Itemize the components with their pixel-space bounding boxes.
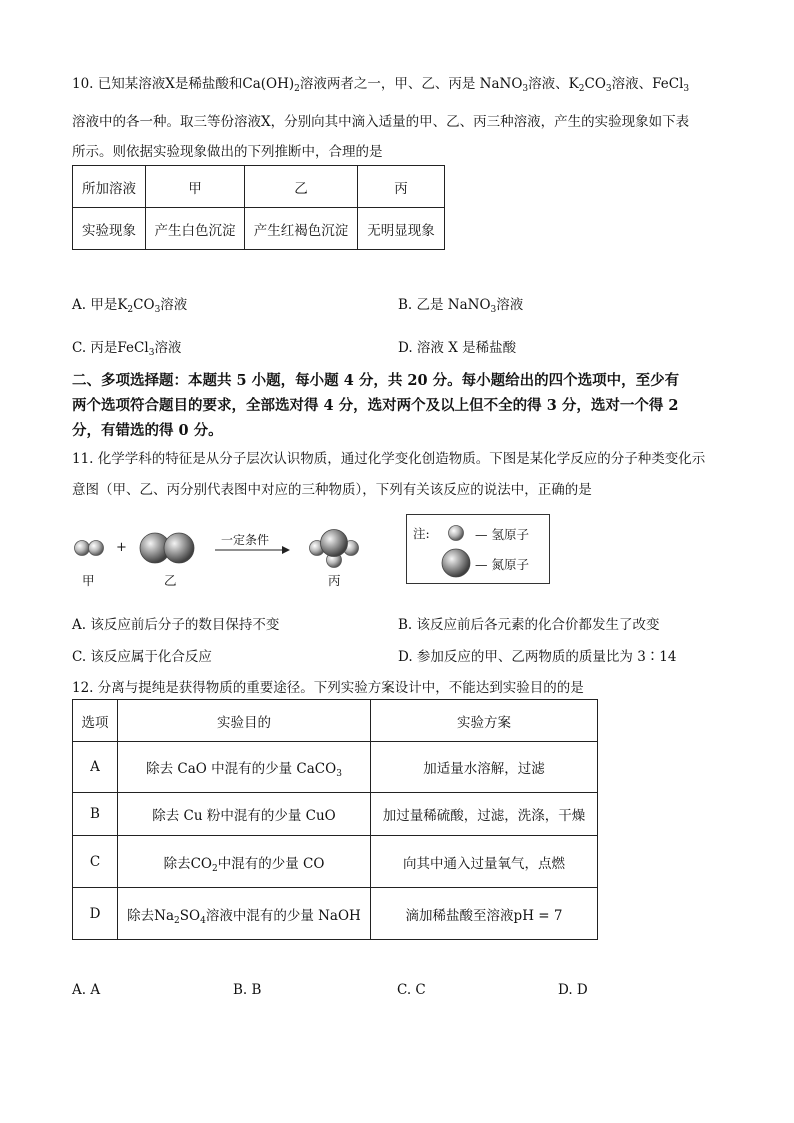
legend-hydrogen: — 氢原子 xyxy=(475,527,529,542)
q12-option-c[interactable]: C. C xyxy=(397,982,426,998)
nitrogen-atom-icon xyxy=(442,549,470,577)
q12-opt: B xyxy=(73,793,118,836)
q12-table xyxy=(72,699,598,940)
q10-option-d[interactable]: D. 溶液 X 是稀盐酸 xyxy=(398,340,517,356)
q12-plan: 加过量稀硫酸，过滤，洗涤，干燥 xyxy=(371,793,598,836)
legend-nitrogen: — 氮原子 xyxy=(475,557,529,572)
q12-option-b[interactable]: B. B xyxy=(233,982,262,998)
q10-cell: 无明显现象 xyxy=(358,208,445,250)
section2-line1: 二、多项选择题：本题共 5 小题，每小题 4 分，共 20 分。每小题给出的四个选项中，至少有 xyxy=(72,372,680,389)
q12-header: 实验目的 xyxy=(118,700,371,742)
legend-atoms xyxy=(440,518,480,582)
q12-goal: 除去 CaO 中混有的少量 CaCO$_3$ xyxy=(118,742,371,793)
q10-cell: 丙 xyxy=(358,166,445,208)
q11-stem-line2: 意图（甲、乙、丙分别代表图中对应的三种物质），下列有关该反应的说法中，正确的是 xyxy=(72,482,592,498)
label-jia: 甲 xyxy=(82,573,95,588)
legend-label: 注: xyxy=(413,526,430,541)
q10-stem-line2: 溶液中的各一种。取三等份溶液X，分别向其中滴入适量的甲、乙、丙三种溶液，产生的实验现象如下表 xyxy=(72,114,690,130)
table-row xyxy=(73,793,598,836)
table-row xyxy=(73,888,598,940)
q11-stem-line1: 11. 化学学科的特征是从分子层次认识物质，通过化学变化创造物质。下图是某化学反应的分子种类变化示 xyxy=(72,451,706,467)
q10-cell: 实验现象 xyxy=(73,208,146,250)
section2-line2: 两个选项符合题目的要求，全部选对得 4 分，选对两个及以上但不全的得 3 分，选对一个得 2 xyxy=(72,397,679,414)
q12-opt: C xyxy=(73,836,118,888)
q10-cell: 甲 xyxy=(146,166,245,208)
q12-plan: 向其中通入过量氧气，点燃 xyxy=(371,836,598,888)
q10-cell: 所加溶液 xyxy=(73,166,146,208)
q12-header: 实验方案 xyxy=(371,700,598,742)
hydrogen-molecule-icon xyxy=(75,541,104,556)
hydrogen-atom-icon xyxy=(449,526,464,541)
section2-line3: 分，有错选的得 0 分。 xyxy=(72,422,223,439)
q10-option-c[interactable]: C. 丙是FeCl$_3$溶液 xyxy=(72,340,182,358)
ammonia-molecule-icon xyxy=(310,530,359,568)
q10-cell: 乙 xyxy=(245,166,358,208)
q11-option-c[interactable]: C. 该反应属于化合反应 xyxy=(72,649,212,665)
q12-option-d[interactable]: D. D xyxy=(558,982,588,998)
q12-opt: A xyxy=(73,742,118,793)
plus-sign: + xyxy=(116,540,127,555)
q12-plan: 滴加稀盐酸至溶液pH = 7 xyxy=(371,888,598,940)
q12-goal: 除去$Na_2SO_4$溶液中混有的少量 NaOH xyxy=(118,888,371,940)
q10-stem-line3: 所示。则依据实验现象做出的下列推断中，合理的是 xyxy=(72,144,383,160)
label-yi: 乙 xyxy=(164,573,177,588)
q10-table xyxy=(72,165,445,250)
q10-option-a[interactable]: A. 甲是$K_2CO_3$溶液 xyxy=(72,297,188,315)
q11-option-a[interactable]: A. 该反应前后分子的数目保持不变 xyxy=(72,617,280,633)
q12-stem: 12. 分离与提纯是获得物质的重要途径。下列实验方案设计中，不能达到实验目的的是 xyxy=(72,680,584,696)
table-row xyxy=(73,836,598,888)
q11-option-d[interactable]: D. 参加反应的甲、乙两物质的质量比为 3∶14 xyxy=(398,649,677,665)
label-bing: 丙 xyxy=(328,573,341,588)
q10-option-b[interactable]: B. 乙是 NaNO$_3$溶液 xyxy=(398,297,524,315)
nitrogen-molecule-icon xyxy=(140,533,194,563)
q12-option-a[interactable]: A. A xyxy=(72,982,101,998)
q12-goal: 除去 Cu 粉中混有的少量 CuO xyxy=(118,793,371,836)
reaction-condition: 一定条件 xyxy=(221,533,270,547)
q10-stem-line1: 10. 已知某溶液X是稀盐酸和$Ca(OH)_2$溶液两者之一，甲、乙、丙是 NaNO$_3$溶液、$K_2CO_3$溶液、FeCl$_3$ xyxy=(72,76,690,94)
q10-cell: 产生白色沉淀 xyxy=(146,208,245,250)
q11-option-b[interactable]: B. 该反应前后各元素的化合价都发生了改变 xyxy=(398,617,660,633)
q12-goal: 除去$CO_2$中混有的少量 CO xyxy=(118,836,371,888)
table-row xyxy=(73,742,598,793)
q10-cell: 产生红褐色沉淀 xyxy=(245,208,358,250)
q12-plan: 加适量水溶解，过滤 xyxy=(371,742,598,793)
q12-header: 选项 xyxy=(73,700,118,742)
q12-opt: D xyxy=(73,888,118,940)
